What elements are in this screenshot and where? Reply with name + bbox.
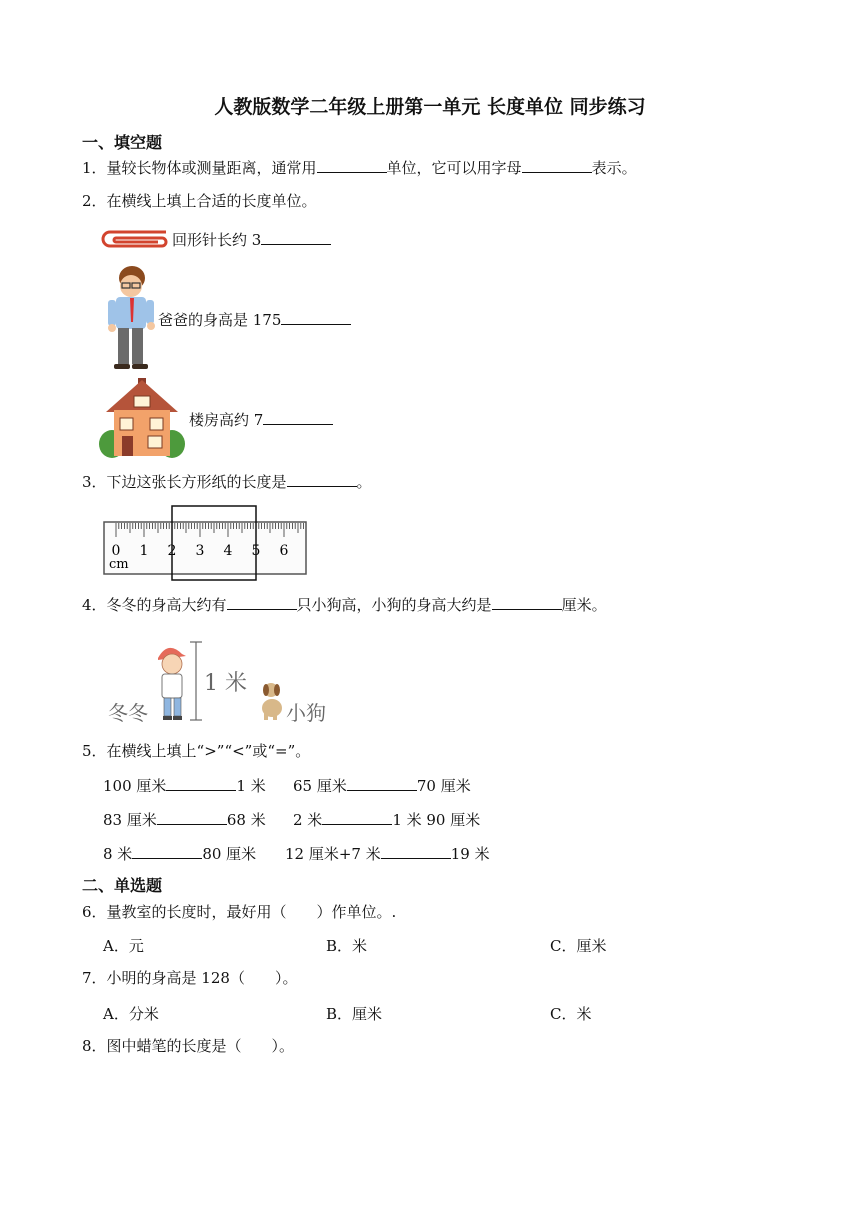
q5-blank[interactable]: [347, 776, 417, 791]
q5-blank[interactable]: [166, 776, 236, 791]
q7-option-c[interactable]: C．米: [550, 1005, 592, 1023]
q1-blank-1[interactable]: [317, 158, 387, 173]
q2-item-paperclip: [172, 230, 331, 250]
question-2: 2．在横线上填上合适的长度单位。: [82, 192, 317, 210]
question-7: 7．小明的身高是 128（ ）。: [82, 969, 298, 987]
boy-dog-figure: [106, 632, 346, 724]
q4-text-c: 厘米。: [561, 596, 607, 614]
q2-item-2-text: 爸爸的身高是 175: [158, 311, 282, 329]
question-3: [82, 472, 372, 492]
q5-term: 19 米: [450, 845, 490, 863]
q4-text-b: 只小狗高，小狗的身高大约是: [296, 596, 492, 614]
q5-row-1-left: [103, 776, 266, 796]
ruler-figure: [103, 504, 308, 582]
q5-term: 68 米: [226, 811, 266, 829]
q5-term: 83 厘米: [103, 811, 157, 829]
q1-blank-2[interactable]: [522, 158, 592, 173]
q6-option-c[interactable]: C．厘米: [550, 937, 607, 955]
q7-option-b[interactable]: B．厘米: [326, 1005, 383, 1023]
ruler-number: 1: [139, 543, 149, 559]
question-8: 8．图中蜡笔的长度是（ ）。: [82, 1037, 295, 1055]
q5-blank[interactable]: [381, 844, 451, 859]
q5-row-2-left: [103, 810, 266, 830]
question-1: [82, 158, 637, 178]
q5-term: 8 米: [103, 845, 133, 863]
q3-text-b: 。: [356, 473, 372, 491]
q5-row-3-right: [285, 844, 490, 864]
q1-text-a: 1．量较长物体或测量距离，通常用: [82, 159, 317, 177]
q7-option-a[interactable]: A．分米: [103, 1005, 159, 1023]
q2-item-3-text: 楼房高约 7: [189, 411, 264, 429]
q5-term: 65 厘米: [293, 777, 347, 795]
boy-name-label: 冬冬: [108, 701, 148, 724]
question-5: 5．在横线上填上“>”“<”或“=”。: [82, 742, 311, 760]
q2-blank-1[interactable]: [261, 230, 331, 245]
q5-blank[interactable]: [322, 810, 392, 825]
q5-term: 80 厘米: [202, 845, 257, 863]
paperclip-image: [100, 226, 172, 252]
question-4: [82, 595, 607, 615]
ruler-number: 3: [195, 543, 205, 559]
father-image: [98, 264, 158, 372]
q3-text-a: 3．下边这张长方形纸的长度是: [82, 473, 287, 491]
q5-row-2-right: [293, 810, 480, 830]
q6-option-a[interactable]: A．元: [103, 937, 144, 955]
section-fill-blank-heading: 一、填空题: [82, 133, 163, 152]
q6-option-b[interactable]: B．米: [326, 937, 368, 955]
q2-item-building: [189, 410, 333, 430]
ruler-number: 2: [167, 543, 177, 559]
ruler-number: 0: [111, 543, 121, 559]
q5-row-1-right: [293, 776, 471, 796]
q5-term: 1 米 90 厘米: [392, 811, 481, 829]
house-image: [98, 376, 186, 460]
q5-row-3-left: [103, 844, 256, 864]
ruler-number: 6: [279, 543, 289, 559]
q2-item-father: [158, 310, 351, 330]
q5-blank[interactable]: [132, 844, 202, 859]
q4-blank-2[interactable]: [492, 595, 562, 610]
ruler-unit: cm: [109, 557, 129, 572]
q2-item-1-text: 回形针长约 3: [172, 231, 262, 249]
q5-term: 1 米: [236, 777, 266, 795]
q1-text-c: 表示。: [591, 159, 637, 177]
question-6: 6．量教室的长度时，最好用（ ）作单位。.: [82, 903, 397, 921]
ruler-number: 4: [223, 543, 233, 559]
meter-label: 1 米: [204, 671, 247, 696]
ruler-number: 5: [251, 543, 261, 559]
q2-blank-2[interactable]: [281, 310, 351, 325]
q2-blank-3[interactable]: [263, 410, 333, 425]
q5-term: 70 厘米: [416, 777, 471, 795]
q5-term: 2 米: [293, 811, 323, 829]
q3-blank[interactable]: [287, 472, 357, 487]
q5-term: 12 厘米+7 米: [285, 845, 381, 863]
q4-blank-1[interactable]: [227, 595, 297, 610]
q1-text-b: 单位，它可以用字母: [386, 159, 522, 177]
q5-term: 100 厘米: [103, 777, 167, 795]
page-title: 人教版数学二年级上册第一单元 长度单位 同步练习: [214, 96, 646, 118]
section-single-choice-heading: 二、单选题: [82, 876, 163, 895]
q5-blank[interactable]: [157, 810, 227, 825]
dog-label: 小狗: [286, 701, 326, 724]
q4-text-a: 4．冬冬的身高大约有: [82, 596, 227, 614]
